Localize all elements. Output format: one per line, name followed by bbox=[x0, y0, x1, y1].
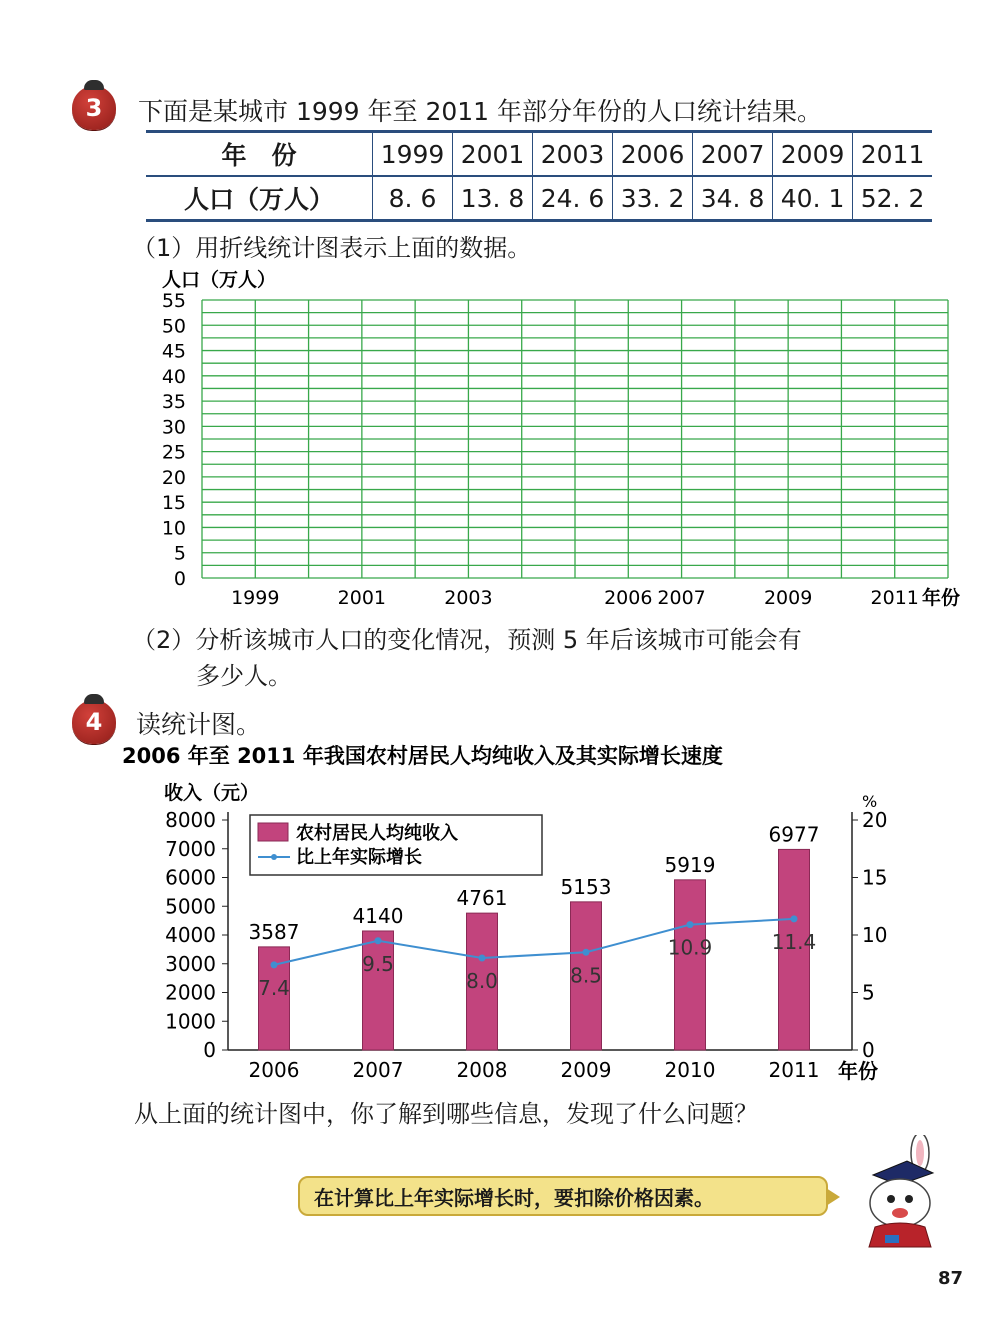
y2-tick-label: 10 bbox=[862, 923, 888, 947]
income-data-label: 4140 bbox=[352, 903, 404, 928]
growth-point bbox=[479, 955, 486, 962]
income-data-label: 5919 bbox=[664, 852, 716, 877]
legend-label-income: 农村居民人均纯收入 bbox=[296, 823, 458, 844]
population-cell: 13. 8 bbox=[453, 176, 533, 221]
population-table bbox=[146, 130, 932, 222]
question-4-title: 读统计图。 bbox=[136, 710, 262, 739]
question-4-badge: 4 bbox=[72, 700, 116, 744]
population-cell: 33. 2 bbox=[613, 176, 693, 221]
x-tick-label: 2011 bbox=[768, 1058, 820, 1082]
y-tick-label: 2000 bbox=[165, 980, 216, 1005]
income-bar bbox=[675, 880, 706, 1050]
question-3-badge: 3 bbox=[72, 86, 116, 130]
y-axis-label: 人口（万人） bbox=[162, 269, 277, 291]
y-tick-label: 0 bbox=[203, 1038, 216, 1062]
y-tick-label: 6000 bbox=[165, 865, 216, 890]
legend-swatch-bar bbox=[258, 823, 288, 841]
question-3-title: 下面是某城市 1999 年至 2011 年部分年份的人口统计结果。 bbox=[138, 97, 823, 126]
chart-title: 2006 年至 2011 年我国农村居民人均纯收入及其实际增长速度 bbox=[122, 744, 723, 768]
y-tick-label: 0 bbox=[173, 568, 186, 590]
year-cell: 2009 bbox=[773, 132, 853, 177]
legend-swatch-dot bbox=[271, 854, 277, 860]
growth-data-label: 9.5 bbox=[362, 951, 394, 976]
year-cell: 2007 bbox=[693, 132, 773, 177]
population-cell: 52. 2 bbox=[853, 176, 932, 221]
x-tick-label: 2009 bbox=[763, 587, 813, 609]
question-4-text: 从上面的统计图中，你了解到哪些信息，发现了什么问题？ bbox=[134, 1100, 758, 1128]
income-data-label: 4761 bbox=[456, 886, 508, 911]
growth-data-label: 8.0 bbox=[466, 969, 498, 993]
legend-label-growth: 比上年实际增长 bbox=[296, 847, 422, 868]
growth-data-label: 7.4 bbox=[258, 975, 290, 1000]
y-tick-label: 25 bbox=[161, 441, 186, 464]
growth-data-label: 8.5 bbox=[570, 963, 602, 988]
x-tick-label: 2001 bbox=[337, 587, 387, 609]
income-bar bbox=[363, 931, 394, 1050]
population-cell: 24. 6 bbox=[533, 176, 613, 221]
y-tick-label: 55 bbox=[161, 290, 186, 312]
y-tick-label: 50 bbox=[161, 315, 186, 338]
population-cell: 34. 8 bbox=[693, 176, 773, 221]
growth-data-label: 11.4 bbox=[771, 929, 817, 954]
subquestion-2-line-2: 多少人。 bbox=[196, 662, 292, 690]
y-tick-label: 45 bbox=[161, 340, 186, 363]
subquestion-1: （1）用折线统计图表示上面的数据。 bbox=[132, 234, 532, 262]
growth-point bbox=[583, 949, 590, 956]
y-tick-label: 1000 bbox=[165, 1009, 216, 1034]
y2-tick-label: 0 bbox=[862, 1038, 875, 1062]
rabbit-mascot-icon bbox=[845, 1135, 955, 1250]
population-grid-chart bbox=[0, 260, 1000, 620]
population-cell: 40. 1 bbox=[773, 176, 853, 221]
y-tick-label: 35 bbox=[161, 391, 186, 414]
year-cell: 1999 bbox=[373, 132, 453, 177]
table-row-population bbox=[146, 176, 932, 221]
y2-tick-label: 20 bbox=[862, 808, 888, 832]
subquestion-2-line-1: （2）分析该城市人口的变化情况，预测 5 年后该城市可能会有 bbox=[132, 626, 802, 654]
table-row-years bbox=[146, 132, 932, 177]
y-tick-label: 15 bbox=[161, 492, 186, 515]
x-tick-label: 2006 bbox=[248, 1058, 300, 1082]
y2-axis-label: % bbox=[862, 792, 878, 811]
income-data-label: 3587 bbox=[248, 919, 300, 944]
growth-point bbox=[375, 937, 382, 944]
year-cell: 2011 bbox=[853, 132, 932, 177]
growth-point bbox=[271, 961, 278, 968]
y2-tick-label: 5 bbox=[862, 980, 875, 1005]
x-axis-suffix: 年份 bbox=[922, 587, 961, 609]
population-cell: 8. 6 bbox=[373, 176, 453, 221]
table-row-label: 人口（万人） bbox=[146, 176, 373, 221]
x-tick-label: 2008 bbox=[456, 1058, 508, 1082]
y-tick-label: 8000 bbox=[165, 808, 216, 832]
income-data-label: 5153 bbox=[560, 874, 612, 899]
x-tick-label: 2006 bbox=[604, 587, 653, 609]
y-tick-label: 4000 bbox=[165, 923, 216, 947]
legend bbox=[250, 815, 542, 875]
y-tick-label: 20 bbox=[161, 466, 186, 489]
x-tick-label: 2003 bbox=[444, 587, 493, 609]
y-tick-label: 3000 bbox=[165, 951, 216, 976]
x-tick-label: 2011 bbox=[870, 587, 919, 609]
year-cell: 2006 bbox=[613, 132, 693, 177]
year-cell: 2001 bbox=[453, 132, 533, 177]
growth-data-label: 10.9 bbox=[667, 935, 713, 960]
income-chart bbox=[0, 735, 1000, 1090]
y2-tick-label: 15 bbox=[862, 865, 888, 890]
x-axis-suffix: 年份 bbox=[838, 1059, 878, 1083]
y-tick-label: 40 bbox=[161, 365, 186, 388]
x-tick-label: 1999 bbox=[231, 587, 280, 609]
y-axis-label: 收入（元） bbox=[164, 782, 260, 804]
y-tick-label: 10 bbox=[161, 517, 186, 540]
page-number: 87 bbox=[938, 1268, 964, 1289]
table-header-label: 年 份 bbox=[146, 132, 373, 177]
growth-point bbox=[687, 921, 694, 928]
growth-point bbox=[791, 915, 798, 922]
y-tick-label: 7000 bbox=[165, 836, 216, 861]
x-tick-label: 2009 bbox=[560, 1058, 612, 1082]
x-tick-label: 2007 bbox=[352, 1058, 404, 1082]
y-tick-label: 30 bbox=[161, 416, 186, 439]
y-tick-label: 5000 bbox=[165, 894, 216, 919]
income-data-label: 6977 bbox=[768, 822, 820, 847]
y-tick-label: 5 bbox=[173, 542, 186, 565]
x-tick-label: 2007 bbox=[657, 587, 706, 609]
x-tick-label: 2010 bbox=[664, 1058, 716, 1082]
hint-bubble: 在计算比上年实际增长时，要扣除价格因素。 bbox=[298, 1176, 828, 1216]
year-cell: 2003 bbox=[533, 132, 613, 177]
